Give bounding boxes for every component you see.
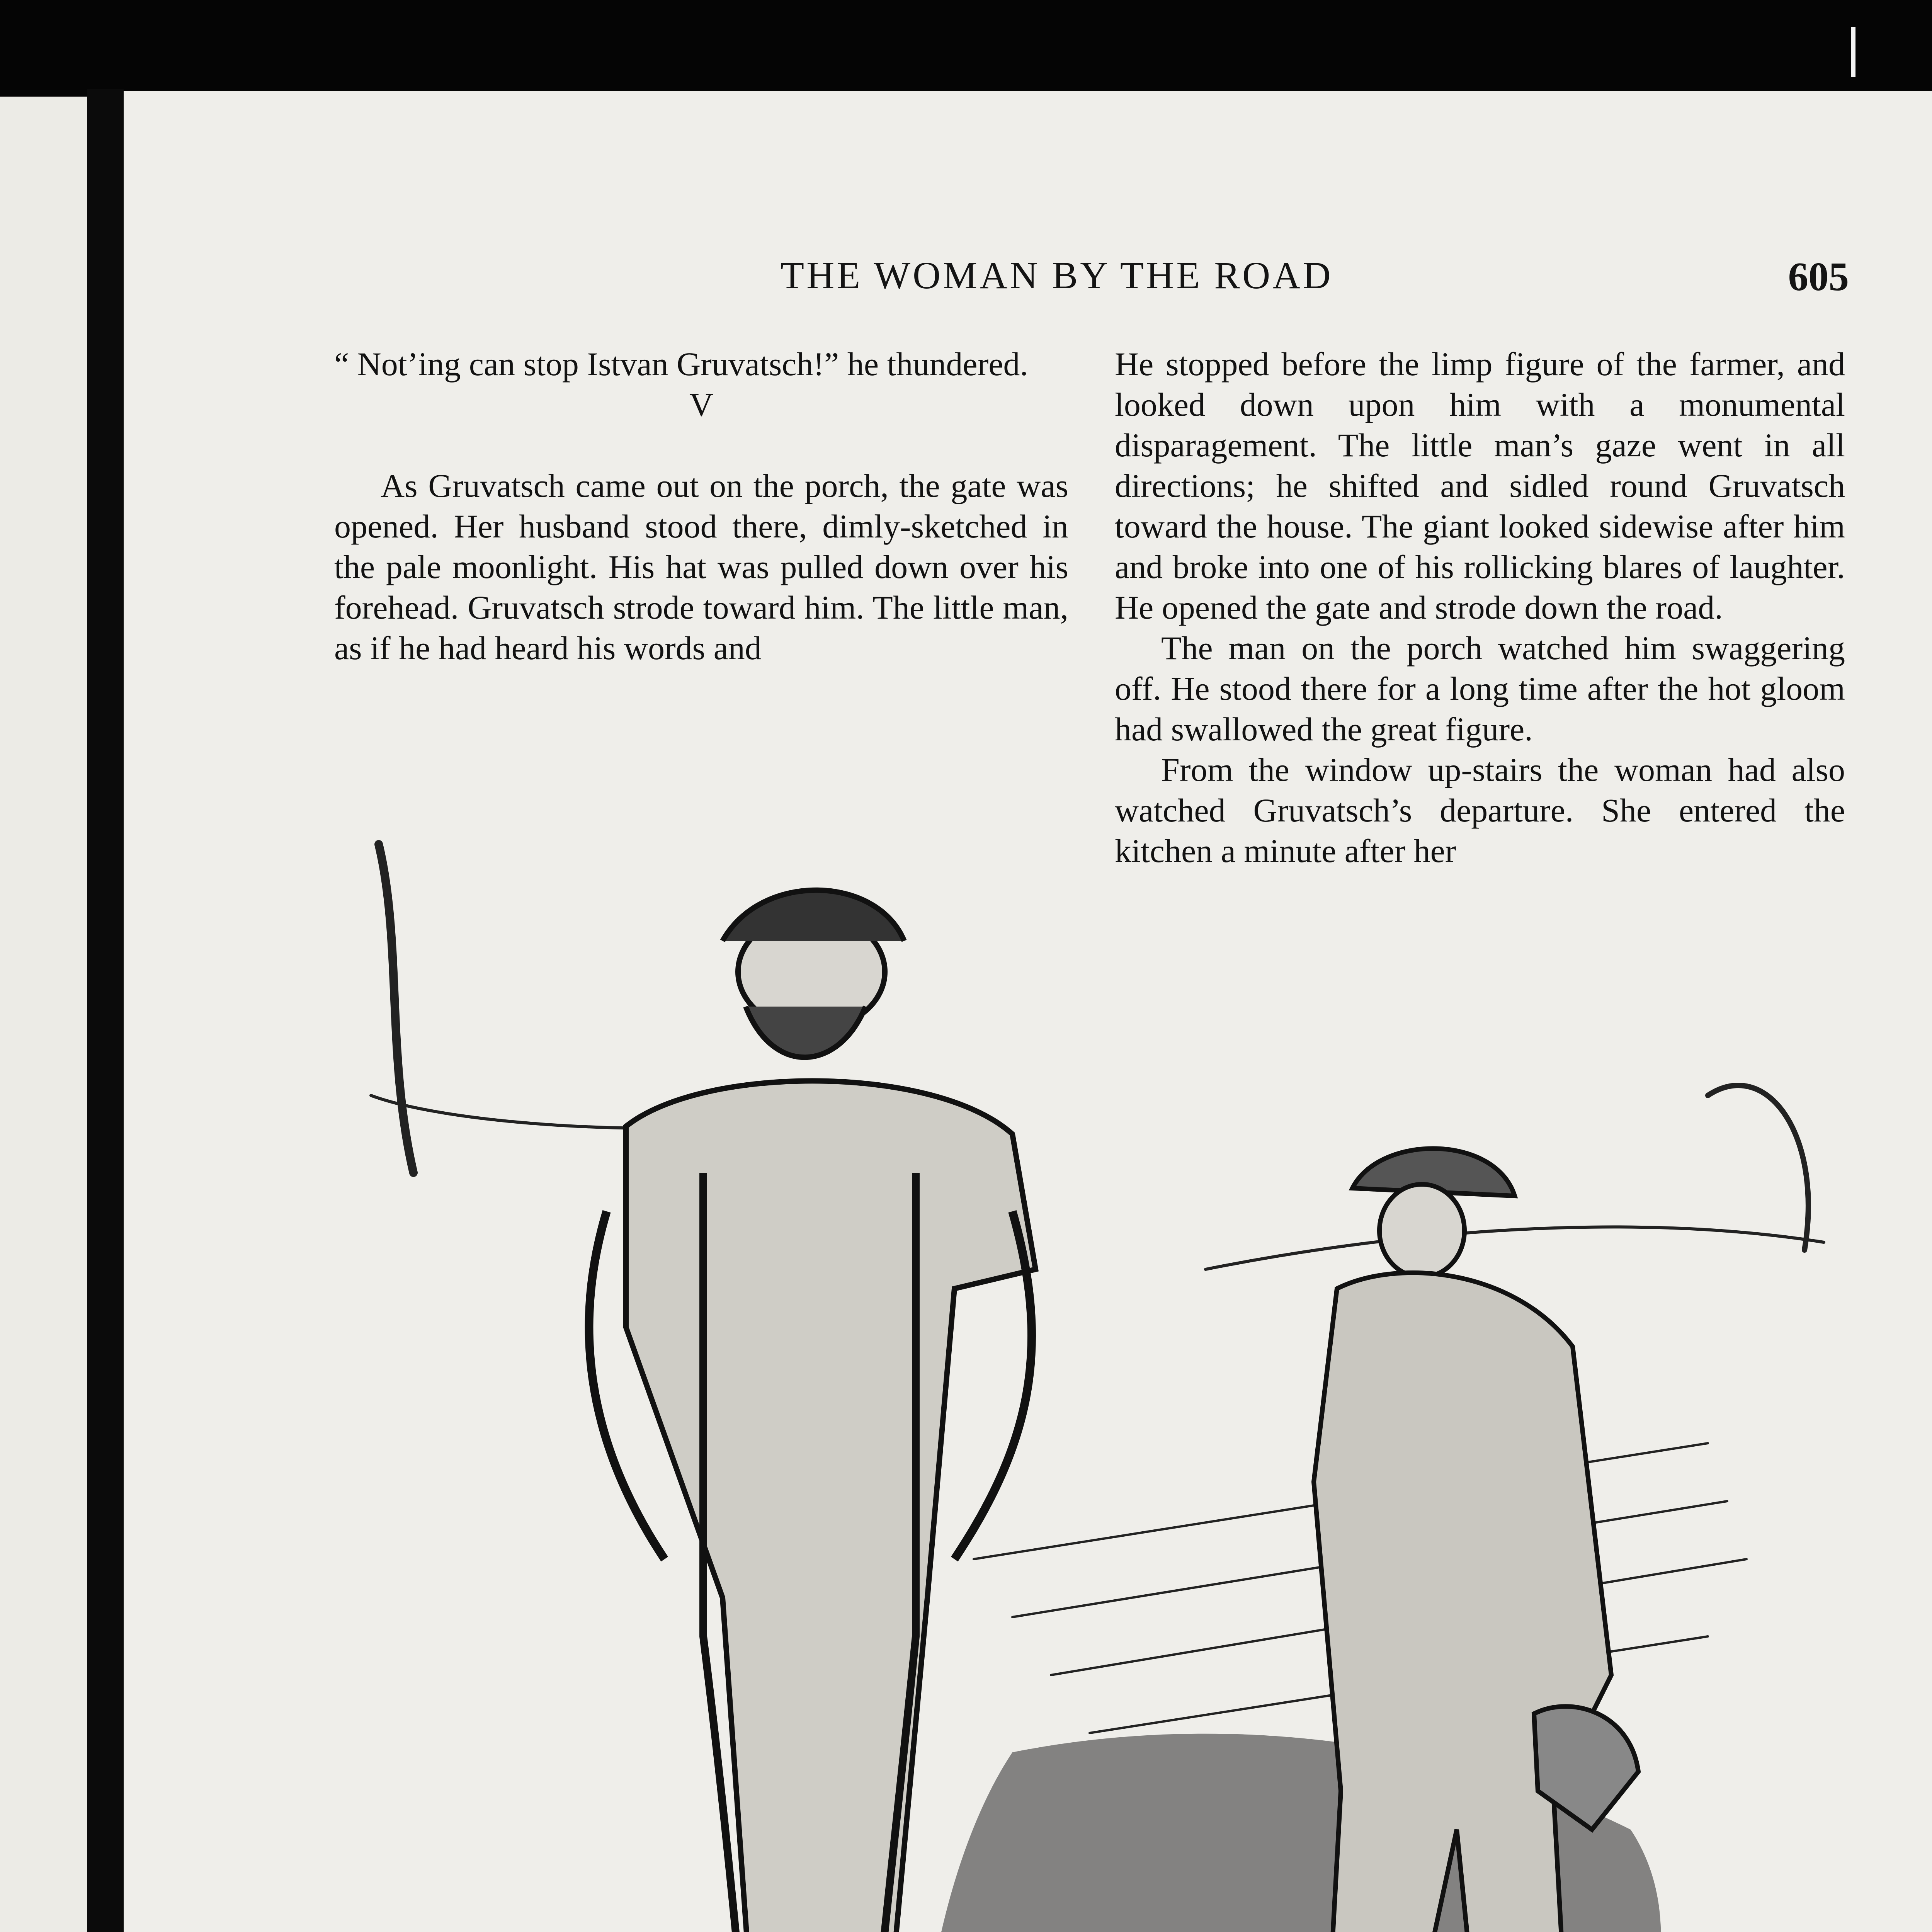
illustration bbox=[355, 825, 1862, 1932]
giant-figure bbox=[587, 890, 1036, 1932]
page-number: 605 bbox=[1788, 254, 1849, 299]
body-paragraph: As Gruvatsch came out on the porch, the gate was opened. Her husband stood there, dimly-sketched in the pale moonlight. His hat was pulled down over his forehead. Gruvatsch strode toward him. The little man, as if he had heard his words and bbox=[334, 467, 1068, 667]
body-paragraph: From the window up-stairs the woman had also watched Gruvatsch’s departure. She entered the kitchen a minute after her bbox=[1115, 751, 1845, 869]
text-column-right-top bbox=[1115, 344, 1845, 871]
text-column-left-top bbox=[334, 344, 1068, 668]
page-header bbox=[124, 253, 1932, 323]
facing-page-edge bbox=[0, 97, 87, 1932]
film-mark bbox=[1851, 27, 1855, 77]
book-page bbox=[124, 91, 1932, 1932]
book-gutter bbox=[87, 89, 124, 1932]
dialogue-paragraph: “ Not’ing can stop Istvan Gruvatsch!” he thundered. bbox=[334, 345, 1028, 383]
body-paragraph: The man on the porch watched him swaggering off. He stood there for a long time after the hot gloom had swallowed the great figure. bbox=[1115, 629, 1845, 748]
section-heading: V bbox=[689, 386, 714, 423]
body-paragraph: He stopped before the limp figure of the farmer, and looked down upon him with a monumental disparagement. The little man’s gaze went in all directions; he shifted and sidled round Gruvatsch toward the house. The giant looked sidewise after him and broke into one of his rollicking blares of laughter. He opened the gate and strode down the road. bbox=[1115, 345, 1845, 626]
running-title: THE WOMAN BY THE ROAD bbox=[781, 254, 1333, 297]
